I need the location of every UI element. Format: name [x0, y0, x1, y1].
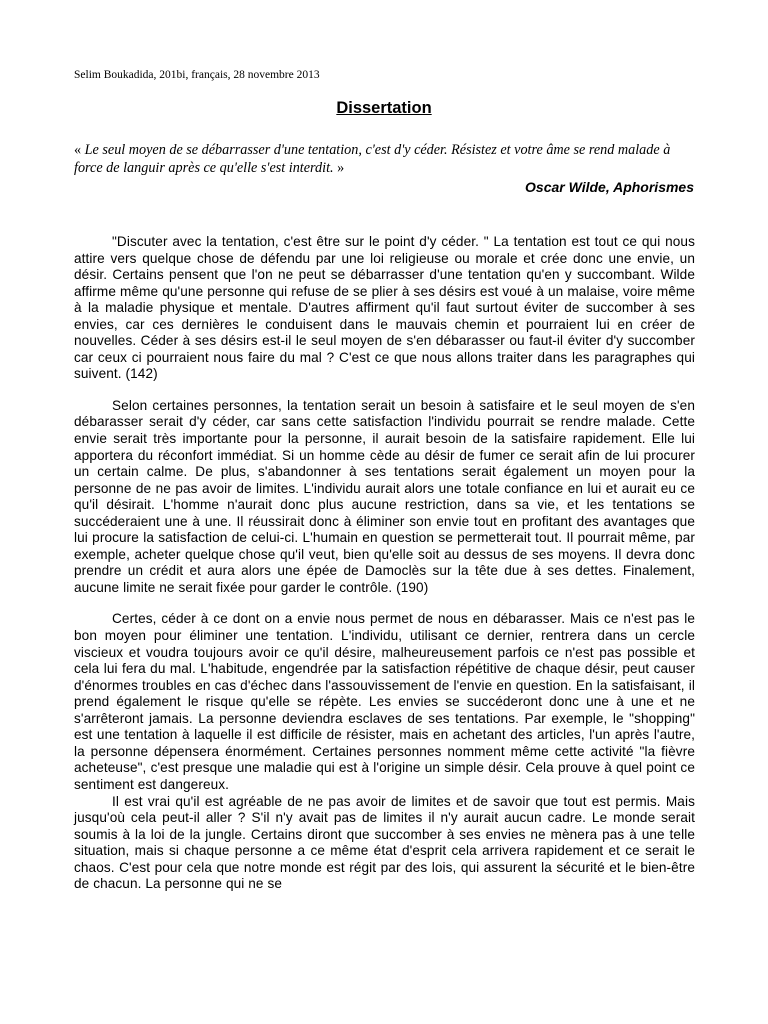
page-title: Dissertation — [336, 99, 432, 117]
paragraph-introduction: "Discuter avec la tentation, c'est être sur le point d'y céder. " La tentation est tout ce qui nous attire vers quelque chose de défendu par une loi religieuse ou morale et crée donc une envie, un désir. Certains pensent que l'on ne peut se débarrasser d'une tentation qu'en y succombant. Wilde affirme même qu'une personne qui refuse de se plier à ses désirs est voué à un malaise, voire même à la maladie physique et mentale. D'autres affirment qu'il faut surtout éviter de succomber à ses envies, car ces dernières le conduisent dans le mauvais chemin et pourraient lui en créer de nouvelles. Céder à ses désirs est-il le seul moyen de s'en débarasser ou faut-il éviter d'y succomber car ceux ci pourraient nous faire du mal ? C'est ce que nous allons traiter dans les paragraphes qui suivent. (142) — [74, 234, 695, 382]
quote-open-mark: « — [74, 142, 85, 158]
author-date-line: Selim Boukadida, 201bi, français, 28 novembre 2013 — [74, 69, 320, 81]
quote-text: Le seul moyen de se débarrasser d'une tentation, c'est d'y céder. Résistez et votre âme se rend malade à force de languir après ce qu'elle s'est interdit. — [74, 142, 671, 176]
quote-author: Oscar Wilde, Aphorismes — [525, 179, 694, 195]
epigraph-quote — [74, 141, 694, 177]
paragraph-antithesis: Certes, céder à ce dont on a envie nous permet de nous en débarasser. Mais ce n'est pas le bon moyen pour éliminer une tentation. L'individu, utilisant ce dernier, rentrera dans un cercle viscieux et voudra toujours avoir ce qu'il désire, malheureusement parfois ce n'est pas possible et cela lui fera du mal. L'habitude, engendrée par la satisfaction répétitive de chaque désir, peut causer d'énormes troubles en cas d'échec dans l'assouvissement de l'envie en question. En la satisfaisant, il prend également le risque qu'elle se répète. Les envies se succéderont donc une à une et ne s'arrêteront jamais. La personne deviendra esclaves de ses tentations. Par exemple, le "shopping" est une tentation à laquelle il est difficile de résister, mais en achetant des articles, l'un après l'autre, la personne dépensera énormément. Certaines personnes nomment même cette activité "la fièvre acheteuse", c'est presque une maladie qui est à l'origine un simple désir. Cela prouve à quel point ce sentiment est dangereux. — [74, 611, 695, 792]
paragraph-thesis: Selon certaines personnes, la tentation serait un besoin à satisfaire et le seul moyen de s'en débarasser serait d'y céder, car sans cette satisfaction l'individu pourrait se rendre malade. Cette envie serait très importante pour la personne, il aurait besoin de la satisfaire rapidement. Elle lui apportera du réconfort immédiat. Si un homme cède au désir de fumer ce serait afin de lui procurer un certain calme. De plus, s'abandonner à ses tentations serait également un moyen pour la personne de ne pas avoir de limites. L'individu aurait alors une totale confiance en lui et aurait eu ce qu'il désirait. L'homme n'aurait donc plus aucune restriction, dans sa vie, et les tentations se succéderaient une à une. Il réussirait donc à éliminer son envie tout en profitant des avantages que lui procure la satisfaction de celui-ci. L'humain en question se permetterait tout. Il pourrait même, par exemple, acheter quelque chose qu'il veut, bien qu'elle soit au dessus de ses moyens. Il devra donc prendre un crédit et aura alors une épée de Damoclès sur la tête due à ses dettes. Finalement, aucune limite ne serait fixée pour garder le contrôle. (190) — [74, 397, 695, 595]
quote-close-mark: » — [333, 160, 345, 176]
paragraph-continuation: Il est vrai qu'il est agréable de ne pas avoir de limites et de savoir que tout est permis. Mais jusqu'où cela peut-il aller ? S'il n'y avait pas de limites il n'y aurait aucun cadre. Le monde serait soumis à la loi de la jungle. Certains diront que succomber à ses envies ne mènera pas à une telle situation, mais si chaque personne a ce même état d'esprit cela arrivera rapidement et ce serait le chaos. C'est pour cela que notre monde est régit par des lois, qui assurent la sécurité et le bien-être de chacun. La personne qui ne se — [74, 793, 695, 892]
essay-body — [74, 234, 695, 893]
